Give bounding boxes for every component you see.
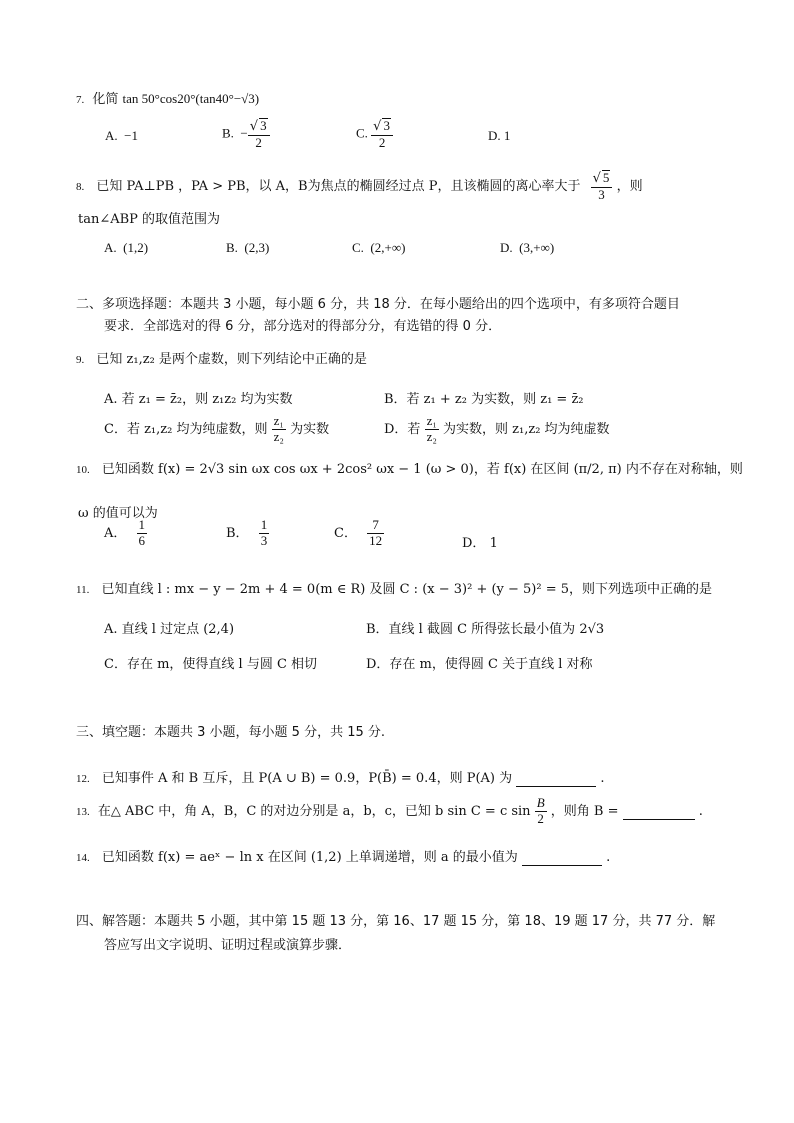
q8-option-b[interactable]: B. (2,3)	[226, 240, 270, 255]
q11-stem: 11. 已知直线 l : mx − y − 2m + 4 = 0(m ∈ R) 及圆 C : (x − 3)² + (y − 5)² = 5，则下列选项中正确的是	[76, 582, 713, 597]
q14-stem: 14. 已知函数 f(x) = aeˣ − ln x 在区间 (1,2) 上单调递增，则 a 的最小值为 .	[76, 850, 611, 865]
q9-option-a[interactable]: A. 若 z₁ = z̄₂，则 z₁z₂ 均为实数	[104, 392, 293, 407]
q8-stem: 8. 已知 PA⊥PB ，PA > PB，以 A，B为焦点的椭圆经过点 P，且该椭圆的离心率大于 $\frac{√ 5}{3}$ ，则	[76, 170, 643, 202]
q10-option-d[interactable]: D． 1	[462, 536, 498, 551]
q13-answer-blank[interactable]	[623, 804, 695, 820]
section-2-heading-line2: 要求．全部选对的得 6 分，部分选对的得部分分，有选错的得 0 分．	[104, 319, 502, 334]
q8-option-c[interactable]: C. (2,+∞)	[352, 240, 406, 255]
q8-stem-line2: tan∠ABP 的取值范围为	[78, 212, 221, 227]
q8-option-d[interactable]: D. (3,+∞)	[500, 240, 555, 255]
q11-option-b[interactable]: B．直线 l 截圆 C 所得弦长最小值为 2√3	[366, 622, 605, 637]
q10-option-c[interactable]: C． $\frac{7}{12}$	[334, 517, 383, 548]
q7-option-c[interactable]: C. $\frac{√ 3}{2}$	[356, 118, 393, 151]
q7-expression: tan 50°cos20°(tan40°−√3)	[122, 91, 260, 106]
section-2-heading: 二、多项选择题：本题共 3 小题，每小题 6 分，共 18 分．在每小题给出的四个选项中，有多项符合题目	[76, 297, 680, 312]
q13-stem: 13. 在△ ABC 中，角 A，B，C 的对边分别是 a，b，c，已知 b sin C = c sin $\frac{B}{2}$ ，则角 B = .	[76, 795, 703, 826]
q9-option-b[interactable]: B．若 z₁ + z₂ 为实数，则 z₁ = z̄₂	[384, 392, 584, 407]
q11-option-d[interactable]: D．存在 m，使得圆 C 关于直线 l 对称	[366, 657, 593, 672]
section-4-heading-line2: 答应写出文字说明、证明过程或演算步骤．	[104, 938, 352, 953]
q11-option-c[interactable]: C．存在 m，使得直线 l 与圆 C 相切	[104, 657, 318, 672]
q12-stem: 12. 已知事件 A 和 B 互斥，且 P(A ∪ B) = 0.9，P(B̄) = 0.4，则 P(A) 为 .	[76, 771, 605, 786]
q9-stem: 9. 已知 z₁,z₂ 是两个虚数，则下列结论中正确的是	[76, 352, 367, 367]
q7-option-b[interactable]: B. − $\frac{√ 3}{2}$	[222, 118, 270, 151]
q7-stem	[76, 88, 259, 107]
q7-option-a[interactable]: A. −1	[105, 128, 138, 143]
q10-option-a[interactable]: A． $\frac{1}{6}$	[104, 517, 146, 548]
q12-answer-blank[interactable]	[516, 771, 596, 787]
q10-stem-line2: ω 的值可以为	[78, 506, 158, 521]
section-4-heading: 四、解答题：本题共 5 小题，其中第 15 题 13 分，第 16、17 题 15 分，第 18、19 题 17 分，共 77 分．解	[76, 914, 716, 929]
q11-option-a[interactable]: A. 直线 l 过定点 (2,4)	[104, 622, 235, 637]
section-3-heading: 三、填空题：本题共 3 小题，每小题 5 分，共 15 分.	[76, 725, 386, 740]
q10-stem: 10. 已知函数 f(x) = 2√3 sin ωx cos ωx + 2cos² ωx − 1 (ω > 0)，若 f(x) 在区间 (π/2, π) 内不存在对称轴，则	[76, 462, 743, 477]
q8-option-a[interactable]: A. (1,2)	[104, 240, 149, 255]
q9-option-c[interactable]: C．若 z₁,z₂ 均为纯虚数，则 $\frac{\text{z₁}}{\text{z₂}}$ 为实数	[104, 413, 330, 444]
q7-text: 化简	[92, 92, 119, 107]
q7-option-d[interactable]: D. 1	[488, 128, 511, 143]
q10-option-b[interactable]: B． $\frac{1}{3}$	[226, 517, 268, 548]
q7-number: 7.	[76, 94, 85, 106]
q9-option-d[interactable]: D．若 $\frac{\text{z₁}}{\text{z₂}}$ 为实数，则 z₁,z₂ 均为纯虚数	[384, 413, 610, 444]
q14-answer-blank[interactable]	[522, 850, 602, 866]
